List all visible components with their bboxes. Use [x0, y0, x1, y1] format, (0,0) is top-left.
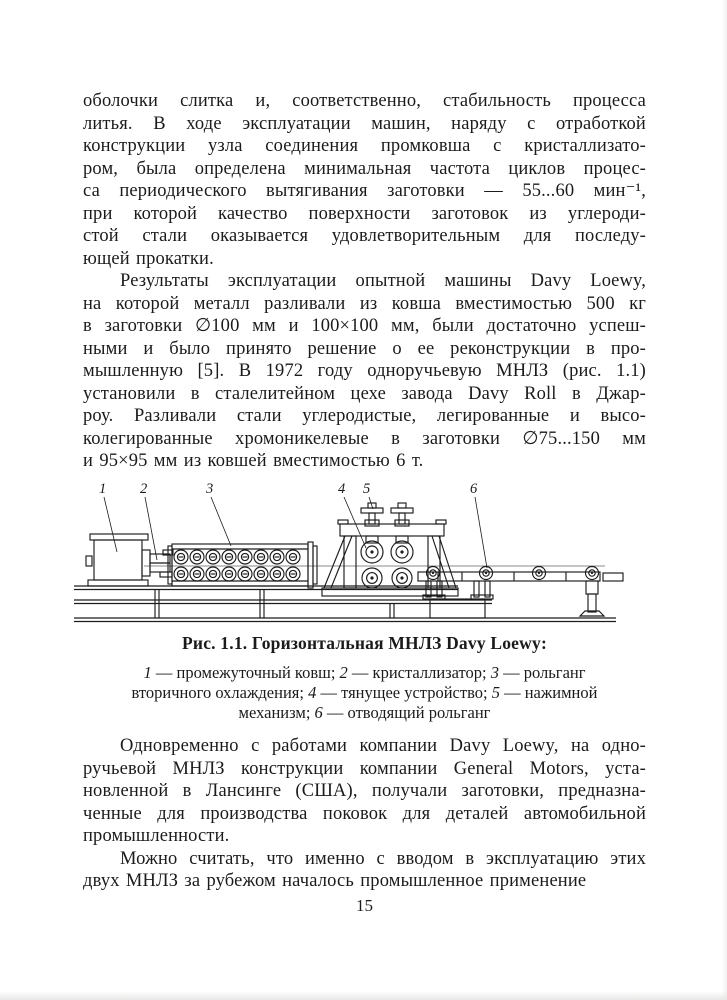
paragraph-4: [83, 848, 646, 893]
text-line: роу. Разливали стали углеродистые, легированные и высо-: [83, 406, 646, 426]
text-line: ющей прокатки.: [83, 248, 214, 269]
text-line: 1 — промежуточный ковш; 2 — кристаллизатор; 3 — рольганг: [143, 663, 586, 682]
text-line: Одновременно с работами компании Davy Loewy, на одно-: [120, 736, 646, 756]
text-line: колегированные хромоникелевые в заготовки ∅75...150 мм: [83, 428, 646, 449]
pulling-unit: [322, 503, 458, 596]
text-line: установили в сталелитейном цехе завода Davy Roll в Джар-: [83, 383, 646, 404]
discharge-rollgang: [418, 567, 623, 619]
text-line: ными и было принято решение о ее реконструкции в про-: [83, 338, 646, 359]
body-text-bottom: [83, 735, 646, 893]
machine-bed: [74, 586, 616, 622]
text-line: оболочки слитка и, соответственно, стабильность процесса: [83, 91, 646, 111]
figure-caption-title: Рис. 1.1. Горизонтальная МНЛЗ Davy Loewy:: [182, 633, 547, 653]
text-line: при которой качество поверхности заготовок из углероди-: [83, 203, 646, 224]
label-3-cooling-rollgang: 3: [206, 481, 214, 497]
text-line: конструкции узла соединения промковша с кристаллизато-: [83, 136, 646, 156]
figure-1-1: [60, 478, 660, 630]
text-line: Можно считать, что именно с вводом в эксплуатацию этих: [120, 848, 646, 869]
text-line: механизм; 6 — отводящий рольганг: [238, 703, 491, 722]
text-line: ченные для производства поковок для деталей автомобильной: [83, 803, 646, 824]
body-text-top: [83, 90, 646, 473]
casting-machine-drawing: [60, 478, 660, 630]
text-line: ром, была определена минимальная частота циклов процес-: [83, 158, 646, 179]
text-line: литья. В ходе эксплуатации машин, наряду с отработкой: [83, 113, 646, 134]
label-1-tundish: 1: [99, 481, 107, 497]
text-line: вторичного охлаждения; 4 — тянущее устройство; 5 — нажимной: [131, 683, 598, 702]
text-line: и 95×95 мм из ковшей вместимостью 6 т.: [83, 451, 424, 471]
paragraph-3: [83, 735, 646, 848]
paragraph-1: [83, 90, 646, 270]
text-line: промышленности.: [83, 826, 230, 846]
figure-caption-legend: [83, 663, 646, 723]
text-line: двух МНЛЗ за рубежом началось промышленное применение: [83, 871, 587, 891]
label-4-pulling-device: 4: [338, 481, 346, 497]
text-line: ручьевой МНЛЗ конструкции компании General Motors, уста-: [83, 758, 646, 779]
text-line: новленной в Лансинге (США), получали заготовки, предназна-: [83, 781, 646, 801]
text-line: на которой металл разливали из ковша вместимостью 500 кг: [83, 293, 646, 314]
text-line: са периодического вытягивания заготовки — 55...60 мин⁻¹,: [83, 181, 646, 201]
label-5-pressure-mechanism: 5: [363, 481, 371, 497]
secondary-cooling-rollgang: [168, 542, 317, 588]
label-2-crystallizer: 2: [140, 481, 148, 497]
figure-caption: [83, 633, 646, 723]
text-line: Результаты эксплуатации опытной машины Davy Loewy,: [120, 271, 646, 291]
paragraph-2: [83, 270, 646, 473]
page-number: 15: [356, 896, 373, 915]
text-line: в заготовки ∅100 мм и 100×100 мм, были достаточно успеш-: [83, 316, 646, 336]
label-6-discharge-rollgang: 6: [470, 481, 478, 497]
text-line: мышленную [5]. В 1972 году одноручьевую МНЛЗ (рис. 1.1): [83, 361, 646, 381]
text-line: стой стали оказывается удовлетворительным для последу-: [83, 226, 646, 246]
tundish: [86, 534, 148, 586]
pressure-screw-right: [391, 503, 413, 526]
